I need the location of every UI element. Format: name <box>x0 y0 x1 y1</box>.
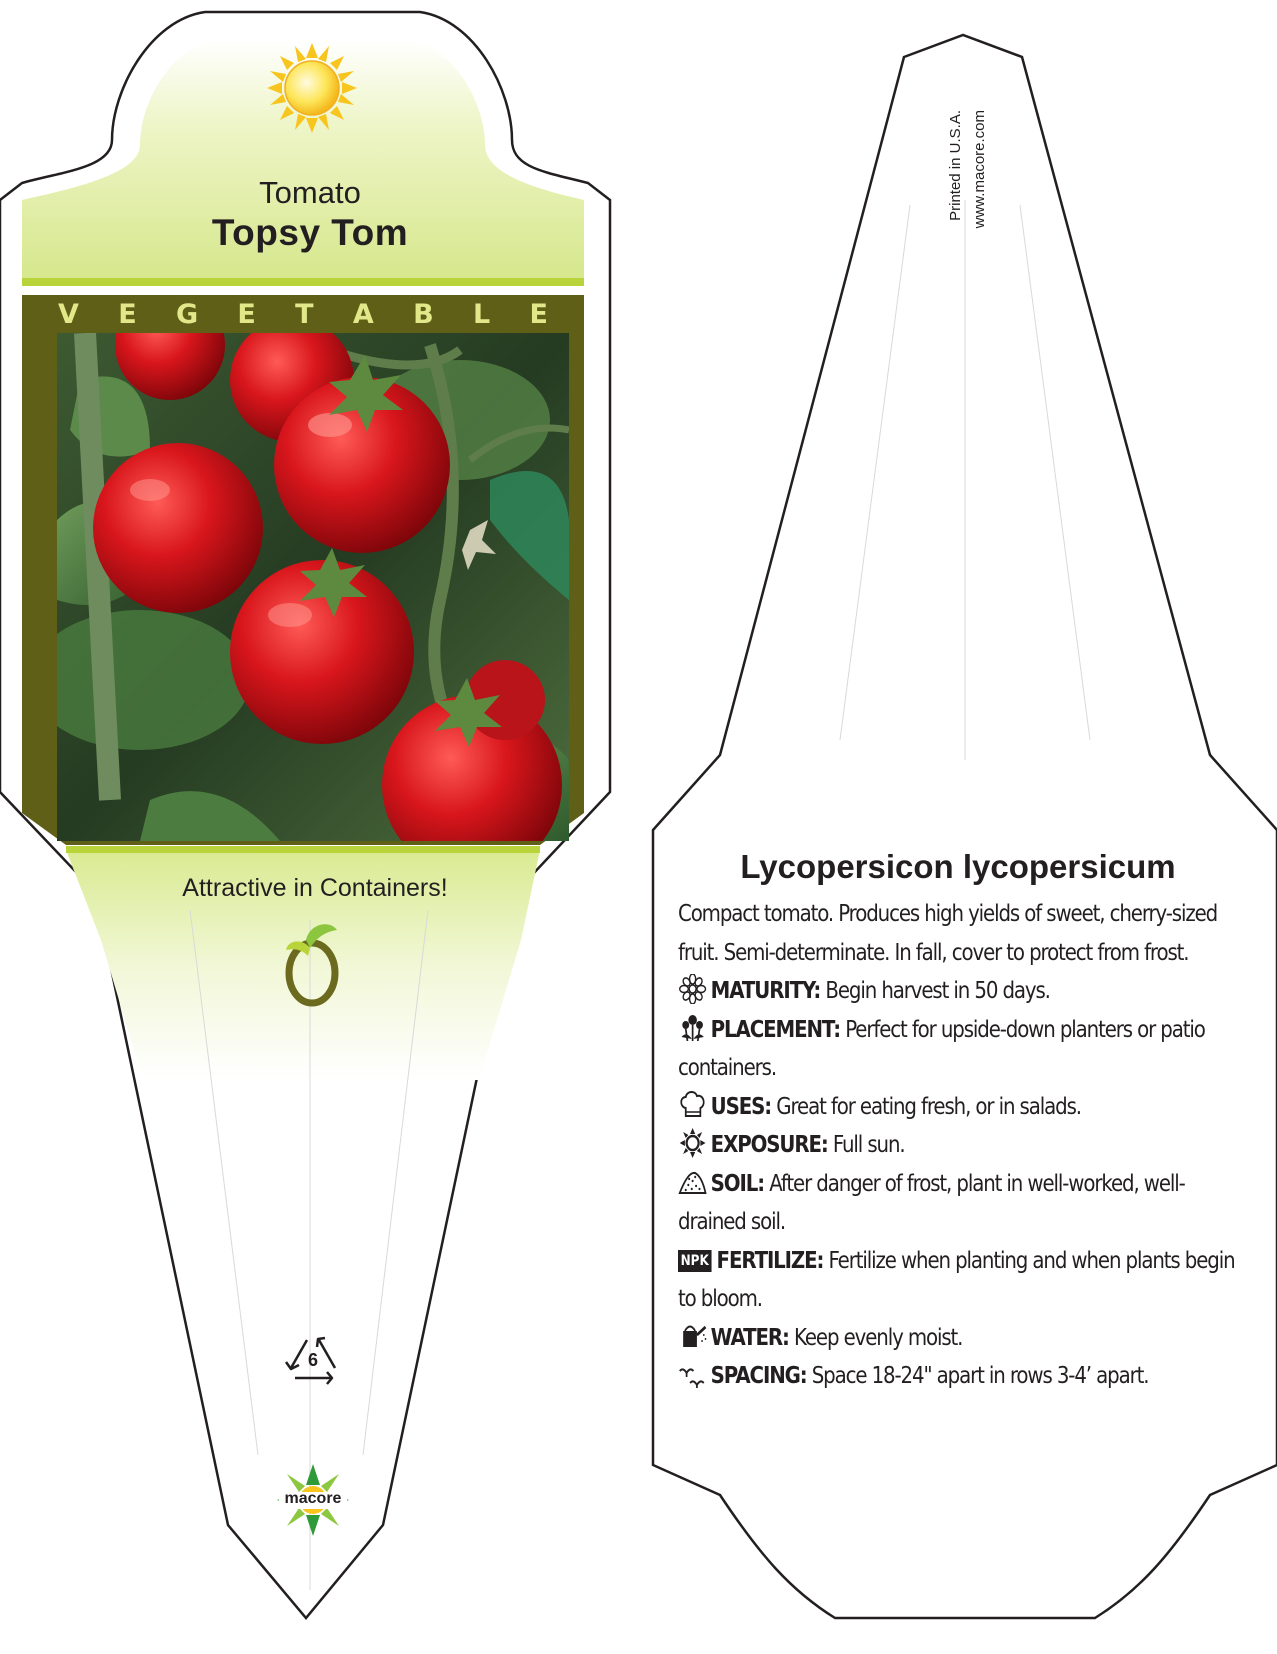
care-label: SPACING: <box>710 1363 807 1389</box>
care-text: Begin harvest in 50 days. <box>825 978 1050 1004</box>
category-letter: G <box>175 299 199 330</box>
care-spacing <box>678 1357 1252 1396</box>
header-accent-line <box>22 278 584 286</box>
watering-can-icon <box>678 1321 707 1351</box>
care-text: Fertilize when planting and when plants begin to bloom. <box>678 1247 1235 1312</box>
care-label: SOIL: <box>710 1170 765 1197</box>
care-soil <box>678 1165 1252 1242</box>
recycle-code: 6 <box>307 1350 318 1370</box>
care-uses <box>678 1088 1252 1127</box>
printed-info <box>944 110 1000 350</box>
care-text: Full sun. <box>832 1132 905 1158</box>
description: Compact tomato. Produces high yields of sweet, cherry-sized fruit. Semi-determinate. In fall, cover to protect from frost. <box>678 901 1218 966</box>
npk-icon: NPK <box>678 1250 711 1272</box>
category-letter: V <box>58 299 79 330</box>
care-text: Perfect for upside-down planters or patio containers. <box>678 1016 1205 1081</box>
category-letter: B <box>413 299 434 330</box>
care-label: EXPOSURE: <box>710 1132 828 1158</box>
care-label: FERTILIZE: <box>716 1247 824 1274</box>
category-label <box>22 298 584 332</box>
care-info <box>678 895 1252 1396</box>
category-letter: E <box>237 299 256 330</box>
care-text: Space 18-24" apart in rows 3-4’ apart. <box>811 1363 1149 1389</box>
care-fertilize <box>678 1242 1252 1319</box>
variety-name: Topsy Tom <box>211 212 409 253</box>
care-exposure <box>678 1126 1252 1165</box>
sun-icon <box>678 1128 707 1158</box>
chef-hat-icon <box>678 1090 707 1120</box>
care-label: WATER: <box>710 1324 789 1351</box>
care-label: USES: <box>710 1093 772 1120</box>
care-text: Great for eating fresh, or in salads. <box>776 1093 1081 1120</box>
brand-name: macore <box>284 1490 342 1507</box>
soil-pile-icon <box>678 1167 707 1197</box>
care-label: PLACEMENT: <box>710 1016 841 1043</box>
category-letter: E <box>118 299 137 330</box>
care-label: MATURITY: <box>710 978 821 1004</box>
care-text: After danger of frost, plant in well-worked, well-drained soil. <box>678 1170 1185 1235</box>
category-letter: A <box>352 299 374 330</box>
printed-in: Printed in U.S.A. <box>947 110 964 221</box>
spacing-icon <box>678 1359 707 1389</box>
care-text: Keep evenly moist. <box>794 1324 963 1351</box>
category-letter: T <box>295 299 314 330</box>
botanical-name: Lycopersicon lycopersicum <box>740 848 1176 885</box>
tomato-photo <box>30 290 569 875</box>
care-water <box>678 1319 1252 1358</box>
care-placement <box>678 1011 1252 1088</box>
tagline: Attractive in Containers! <box>182 874 448 902</box>
category-letter: L <box>472 299 491 330</box>
lower-accent-line <box>66 846 540 853</box>
category-letter: E <box>529 299 548 330</box>
flower-icon <box>678 974 707 1004</box>
plants-icon <box>678 1013 707 1043</box>
common-name: Tomato <box>259 175 361 210</box>
website: www.macore.com <box>971 110 988 229</box>
care-maturity <box>678 972 1252 1011</box>
sun-icon <box>267 43 357 133</box>
